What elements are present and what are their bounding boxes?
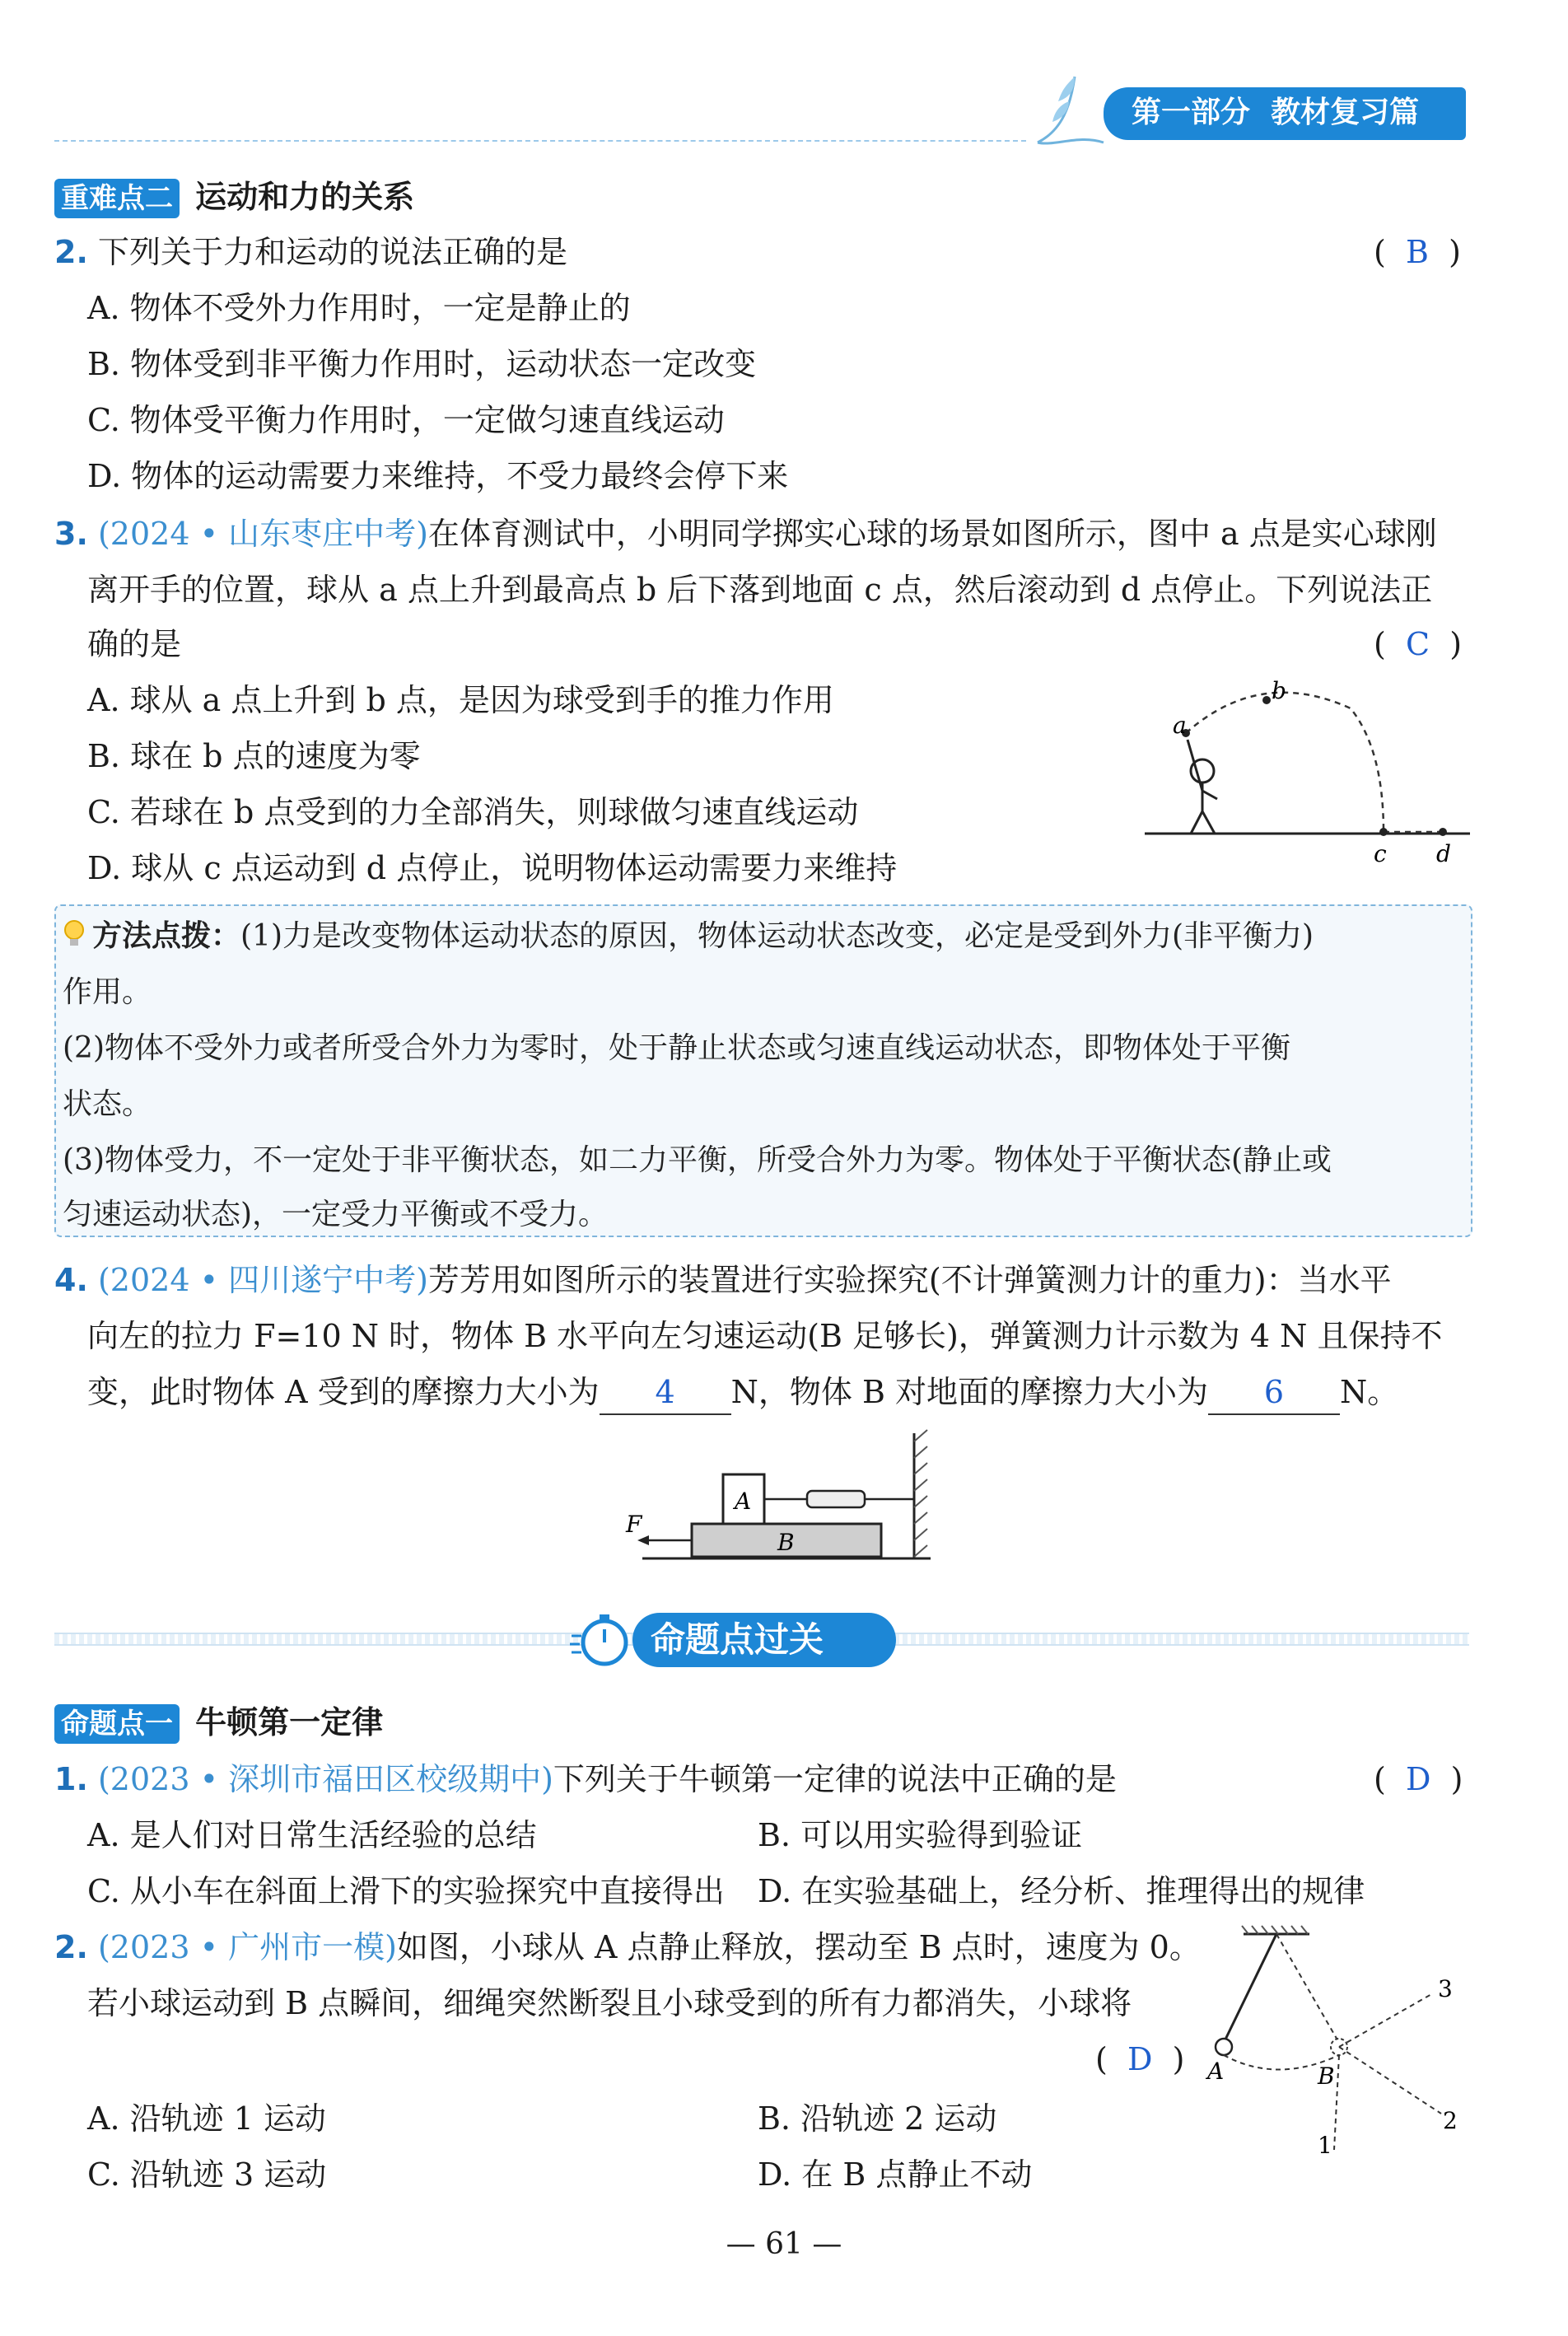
figure-label: d — [1436, 840, 1451, 867]
figure-label: A — [735, 1488, 752, 1515]
answer-blank-1: 4 — [600, 1371, 731, 1415]
option: B. 物体受到非平衡力作用时，运动状态一定改变 — [87, 346, 757, 382]
question-number: 2. — [54, 234, 88, 270]
question-text: 下列关于力和运动的说法正确的是 — [97, 234, 567, 270]
lightbulb-icon — [61, 918, 87, 951]
option: D. 在实验基础上，经分析、推理得出的规律 — [758, 1873, 1365, 1909]
option: C. 若球在 b 点受到的力全部消失，则球做匀速直线运动 — [87, 794, 859, 830]
figure-label: a — [1173, 712, 1187, 739]
figure-label: B — [777, 1529, 795, 1556]
answer-letter: D — [1127, 2041, 1153, 2077]
stopwatch-icon — [568, 1606, 634, 1672]
tip-line-5: (3)物体受力，不一定处于非平衡状态，如二力平衡，所受合外力为零。物体处于平衡状态(静止或 — [63, 1143, 1332, 1177]
section-banner — [1104, 87, 1466, 140]
section-tag: 命题点一 — [54, 1704, 180, 1744]
section-banner-label: 第一部分 教材复习篇 — [1132, 96, 1420, 129]
problem-2-stem — [54, 1926, 1201, 1969]
answer-paren: ( D ) — [1374, 1761, 1463, 1797]
figure-label: F — [626, 1511, 642, 1538]
banner-pill — [632, 1613, 896, 1667]
question-4-stem — [54, 1259, 1392, 1301]
question-text: 下列关于牛顿第一定律的说法中正确的是 — [553, 1761, 1117, 1797]
option: C. 沿轨迹 3 运动 — [87, 2156, 327, 2193]
question-number: 4. — [54, 1262, 88, 1298]
option: A. 球从 a 点上升到 b 点，是因为球受到手的推力作用 — [87, 682, 834, 718]
tip-line-4: 状态。 — [63, 1087, 152, 1121]
question-source: (2024 • 四川遂宁中考) — [97, 1262, 428, 1298]
figure-label: 1 — [1318, 2132, 1332, 2158]
option: B. 球在 b 点的速度为零 — [87, 738, 421, 774]
option: B. 沿轨迹 2 运动 — [758, 2100, 997, 2137]
tip-line-3: (2)物体不受外力或者所受合外力为零时，处于静止状态或匀速直线运动状态，即物体处于平衡 — [63, 1031, 1290, 1065]
question-text: 如图，小球从 A 点静止释放，摆动至 B 点时，速度为 0。 — [396, 1929, 1201, 1965]
section-heading-two — [54, 171, 414, 218]
option: B. 可以用实验得到验证 — [758, 1817, 1083, 1853]
pendulum-figure — [1194, 1919, 1474, 2158]
question-source: (2023 • 广州市一模) — [97, 1929, 397, 1965]
question-text: 若小球运动到 B 点瞬间，细绳突然断裂且小球受到的所有力都消失，小球将 — [87, 1985, 1132, 2021]
shot-put-figure — [1136, 675, 1482, 873]
question-text: 确的是 — [87, 626, 182, 662]
option: C. 物体受平衡力作用时，一定做匀速直线运动 — [87, 402, 725, 438]
question-text: 向左的拉力 F=10 N 时，物体 B 水平向左匀速运动(B 足够长)，弹簧测力计示数为 4 N 且保持不 — [87, 1318, 1443, 1354]
answer-paren: ( C ) — [1374, 626, 1463, 662]
figure-label: 2 — [1443, 2107, 1458, 2134]
option: D. 物体的运动需要力来维持，不受力最终会停下来 — [87, 458, 789, 494]
section-title: 运动和力的关系 — [195, 179, 415, 215]
answer-paren: ( D ) — [1095, 2041, 1185, 2077]
question-number: 1. — [54, 1761, 88, 1797]
answer-letter: B — [1405, 234, 1429, 270]
spring-scale-figure — [609, 1425, 955, 1573]
answer-blank-2: 6 — [1208, 1371, 1340, 1415]
question-2-stem — [54, 231, 567, 273]
figure-label: A — [1207, 2058, 1225, 2085]
question-text: 在体育测试中，小明同学掷实心球的场景如图所示，图中 a 点是实心球刚 — [427, 516, 1437, 552]
question-4-line3: 变，此时物体 A 受到的摩擦力大小为 4 N，物体 B 对地面的摩擦力大小为 6 N。 — [87, 1371, 1398, 1415]
problem-1-stem — [54, 1758, 1117, 1801]
answer-letter: D — [1405, 1761, 1431, 1797]
option: A. 物体不受外力作用时，一定是静止的 — [87, 290, 631, 326]
banner-title: 命题点过关 — [651, 1619, 824, 1660]
question-source: (2024 • 山东枣庄中考) — [97, 516, 428, 552]
tip-line-2: 作用。 — [63, 975, 152, 1009]
option: A. 沿轨迹 1 运动 — [87, 2100, 326, 2137]
option: D. 球从 c 点运动到 d 点停止，说明物体运动需要力来维持 — [87, 850, 898, 886]
question-number: 3. — [54, 516, 88, 552]
option: A. 是人们对日常生活经验的总结 — [87, 1817, 537, 1853]
header-rule — [54, 140, 1026, 142]
question-text: 芳芳用如图所示的装置进行实验探究(不计弹簧测力计的重力)：当水平 — [427, 1262, 1392, 1298]
question-text: 离开手的位置，球从 a 点上升到最高点 b 后下落到地面 c 点，然后滚动到 d 点停止。下列说法正 — [87, 572, 1433, 608]
figure-label: c — [1374, 840, 1387, 867]
tip-title: 方法点拨： — [92, 919, 241, 953]
answer-paren: ( B ) — [1374, 234, 1461, 270]
page-number: — 61 — — [726, 2227, 842, 2261]
question-number: 2. — [54, 1929, 88, 1965]
figure-label: B — [1318, 2063, 1335, 2090]
figure-label: 3 — [1438, 1975, 1453, 2002]
section-heading-one — [54, 1697, 383, 1744]
option: D. 在 B 点静止不动 — [758, 2156, 1033, 2193]
section-title: 牛顿第一定律 — [195, 1704, 384, 1740]
question-source: (2023 • 深圳市福田区校级期中) — [97, 1761, 553, 1797]
tip-line-1: 方法点拨：(1)力是改变物体运动状态的原因，物体运动状态改变，必定是受到外力(非平衡力) — [92, 919, 1314, 953]
answer-letter: C — [1405, 626, 1430, 662]
tip-line-6: 匀速运动状态)，一定受力平衡或不受力。 — [63, 1198, 609, 1231]
question-3-stem — [54, 512, 1437, 555]
option: C. 从小车在斜面上滑下的实验探究中直接得出 — [87, 1873, 725, 1909]
section-tag: 重难点二 — [54, 179, 180, 218]
figure-label: b — [1272, 677, 1286, 704]
